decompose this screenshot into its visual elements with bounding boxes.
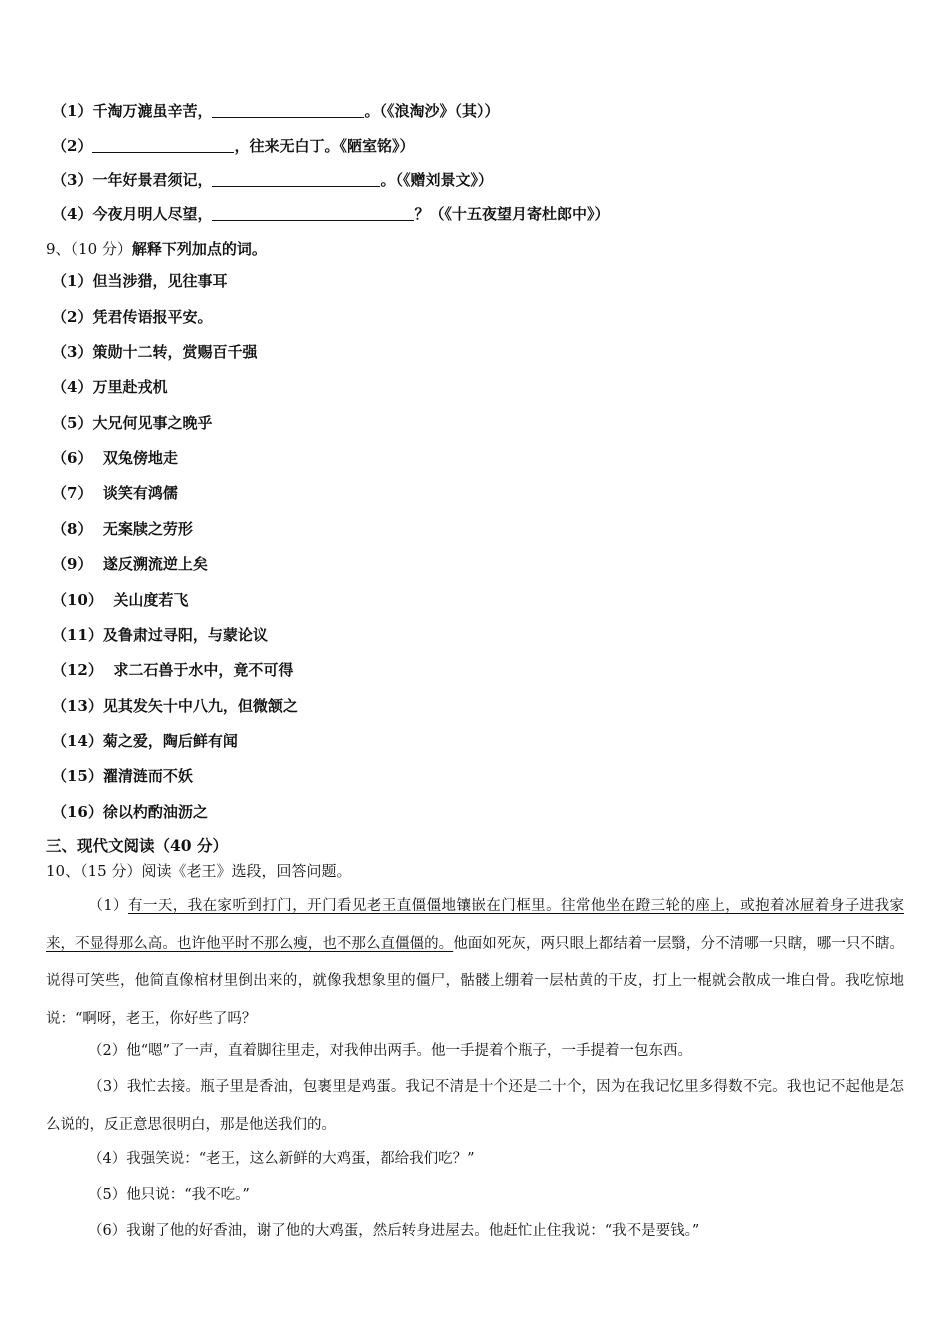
paragraph-text: 我忙去接。瓶子里是香油，包裹里是鸡蛋。我记不清是十个还是二十个，因为在我记忆里多得数不完。我也记不起他是怎么说的，反正意思很明白，那是他送我们的。: [46, 1079, 904, 1133]
item-number: （4）: [52, 378, 93, 396]
item-number: （11）: [52, 626, 103, 644]
paragraph-number: （1）: [88, 898, 128, 914]
item-text: 求二石兽于水中，竟不可得: [113, 661, 294, 679]
item-text: 关山度若飞: [113, 591, 189, 609]
passage-paragraph-4: [46, 1141, 904, 1179]
item-number: （9）: [52, 555, 93, 573]
item-number: （16）: [52, 803, 103, 821]
paragraph-number: （5）: [88, 1187, 127, 1203]
item-number: （1）: [52, 102, 93, 120]
item-text: 凭君传语报平安。: [92, 308, 213, 326]
item-text: 大兄何见事之晚乎: [92, 414, 213, 432]
q9-item: [52, 377, 167, 397]
item-number: （14）: [52, 732, 103, 750]
question-score: （15 分）: [80, 862, 142, 880]
item-source: 。（《赠刘景文》）: [380, 171, 493, 189]
q8-item-2: [52, 136, 414, 156]
q9-item: [52, 802, 208, 822]
paragraph-number: （2）: [88, 1043, 127, 1059]
paragraph-text: 他“嗯”了一声，直着脚往里走，对我伸出两手。他一手提着个瓶子，一手提着一包东西。: [126, 1043, 693, 1059]
paragraph-number: （4）: [88, 1151, 127, 1167]
item-number: （2）: [52, 308, 93, 326]
passage-paragraph-6: [46, 1213, 904, 1251]
item-text: 千淘万漉虽辛苦，: [92, 102, 213, 120]
q9-item: [52, 342, 257, 362]
paragraph-text: 我谢了他的好香油，谢了他的大鸡蛋，然后转身进屋去。他赶忙止住我说：“我不是要钱。”: [126, 1223, 700, 1239]
question-number: 10、: [46, 862, 81, 880]
item-number: （1）: [52, 272, 93, 290]
underlined-passage: 有一天，我在家听到打门，开门看见老王直僵僵地镶嵌在门框里。往常他坐在蹬三轮的座上，或抱着冰屉着身子进我家来，不显得那么高。也许他平时不那么瘦，也不那么直僵僵的。: [46, 898, 905, 952]
question-prompt: 阅读《老王》选段，回答问题。: [141, 862, 352, 880]
q9-item: [52, 483, 178, 503]
item-number: （8）: [52, 520, 93, 538]
q8-item-1: [52, 101, 499, 121]
paragraph-text: 他面如死灰，两只眼上都结着一层翳，分不清哪一只瞎，哪一只不瞎。说得可笑些，他简直像棺材里倒出来的，就像我想象里的僵尸，骷髅上绷着一层枯黄的干皮，打上一棍就会散成一堆白骨。我吃惊地说：“啊呀，老王，你好些了吗？: [46, 935, 905, 1027]
item-source: ，往来无白丁。《陋室铭》）: [234, 137, 415, 155]
item-number: （7）: [52, 484, 93, 502]
item-number: （15）: [52, 767, 103, 785]
item-text: 谈笑有鸿儒: [102, 484, 178, 502]
paragraph-text: 他只说：“我不吃。”: [126, 1187, 250, 1203]
item-text: 万里赴戎机: [92, 378, 168, 396]
q9-item: [52, 413, 212, 433]
item-text: 今夜月明人尽望，: [92, 205, 213, 223]
section-title: 三、现代文阅读（40 分）: [46, 836, 228, 855]
q9-item: [52, 660, 293, 680]
answer-blank[interactable]: [212, 204, 414, 221]
item-text: 徐以杓酌油沥之: [102, 803, 208, 821]
item-text: 但当涉猎，见往事耳: [92, 272, 228, 290]
q9-item: [52, 448, 178, 468]
q9-item: [52, 625, 268, 645]
question-score: （10 分）: [70, 240, 132, 258]
answer-blank[interactable]: [212, 170, 380, 187]
item-number: （2）: [52, 137, 93, 155]
answer-blank[interactable]: [212, 101, 364, 118]
question-number: 9、: [46, 240, 71, 258]
item-number: （3）: [52, 171, 93, 189]
q9-heading: [46, 239, 267, 259]
q8-item-3: [52, 170, 493, 190]
item-number: （10）: [52, 591, 103, 609]
passage-paragraph-3: [46, 1069, 904, 1144]
item-source: ？（《十五夜望月寄杜郎中》）: [414, 205, 610, 223]
item-number: （12）: [52, 661, 103, 679]
q9-item: [52, 731, 238, 751]
item-text: 遂反溯流逆上矣: [102, 555, 208, 573]
q9-item: [52, 766, 193, 786]
item-text: 及鲁肃过寻阳，与蒙论议: [102, 626, 268, 644]
question-prompt: 解释下列加点的词。: [131, 240, 267, 258]
item-number: （6）: [52, 449, 93, 467]
item-text: 无案牍之劳形: [102, 520, 193, 538]
q8-item-4: [52, 204, 609, 224]
q9-item: [52, 590, 188, 610]
q9-item: [52, 554, 208, 574]
item-number: （13）: [52, 697, 103, 715]
passage-paragraph-5: [46, 1177, 904, 1215]
item-number: （4）: [52, 205, 93, 223]
paragraph-text: 我强笑说：“老王，这么新鲜的大鸡蛋，都给我们吃？”: [126, 1151, 475, 1167]
paragraph-number: （6）: [88, 1223, 127, 1239]
item-text: 濯清涟而不妖: [102, 767, 193, 785]
q10-heading: [46, 861, 351, 881]
item-text: 双兔傍地走: [102, 449, 178, 467]
passage-paragraph-2: [46, 1033, 904, 1071]
q9-item: [52, 696, 298, 716]
item-number: （3）: [52, 343, 93, 361]
passage-paragraph-1: [46, 888, 904, 1038]
item-text: 见其发矢十中八九，但微颔之: [102, 697, 298, 715]
item-number: （5）: [52, 414, 93, 432]
item-text: 一年好景君须记，: [92, 171, 213, 189]
item-source: 。（《浪淘沙》（其））: [364, 102, 500, 120]
q9-item: [52, 271, 227, 291]
q9-item: [52, 307, 212, 327]
q9-item: [52, 519, 193, 539]
item-text: 菊之爱，陶后鲜有闻: [102, 732, 238, 750]
paragraph-number: （3）: [88, 1079, 127, 1095]
answer-blank[interactable]: [92, 136, 234, 153]
item-text: 策勋十二转，赏赐百千强: [92, 343, 258, 361]
